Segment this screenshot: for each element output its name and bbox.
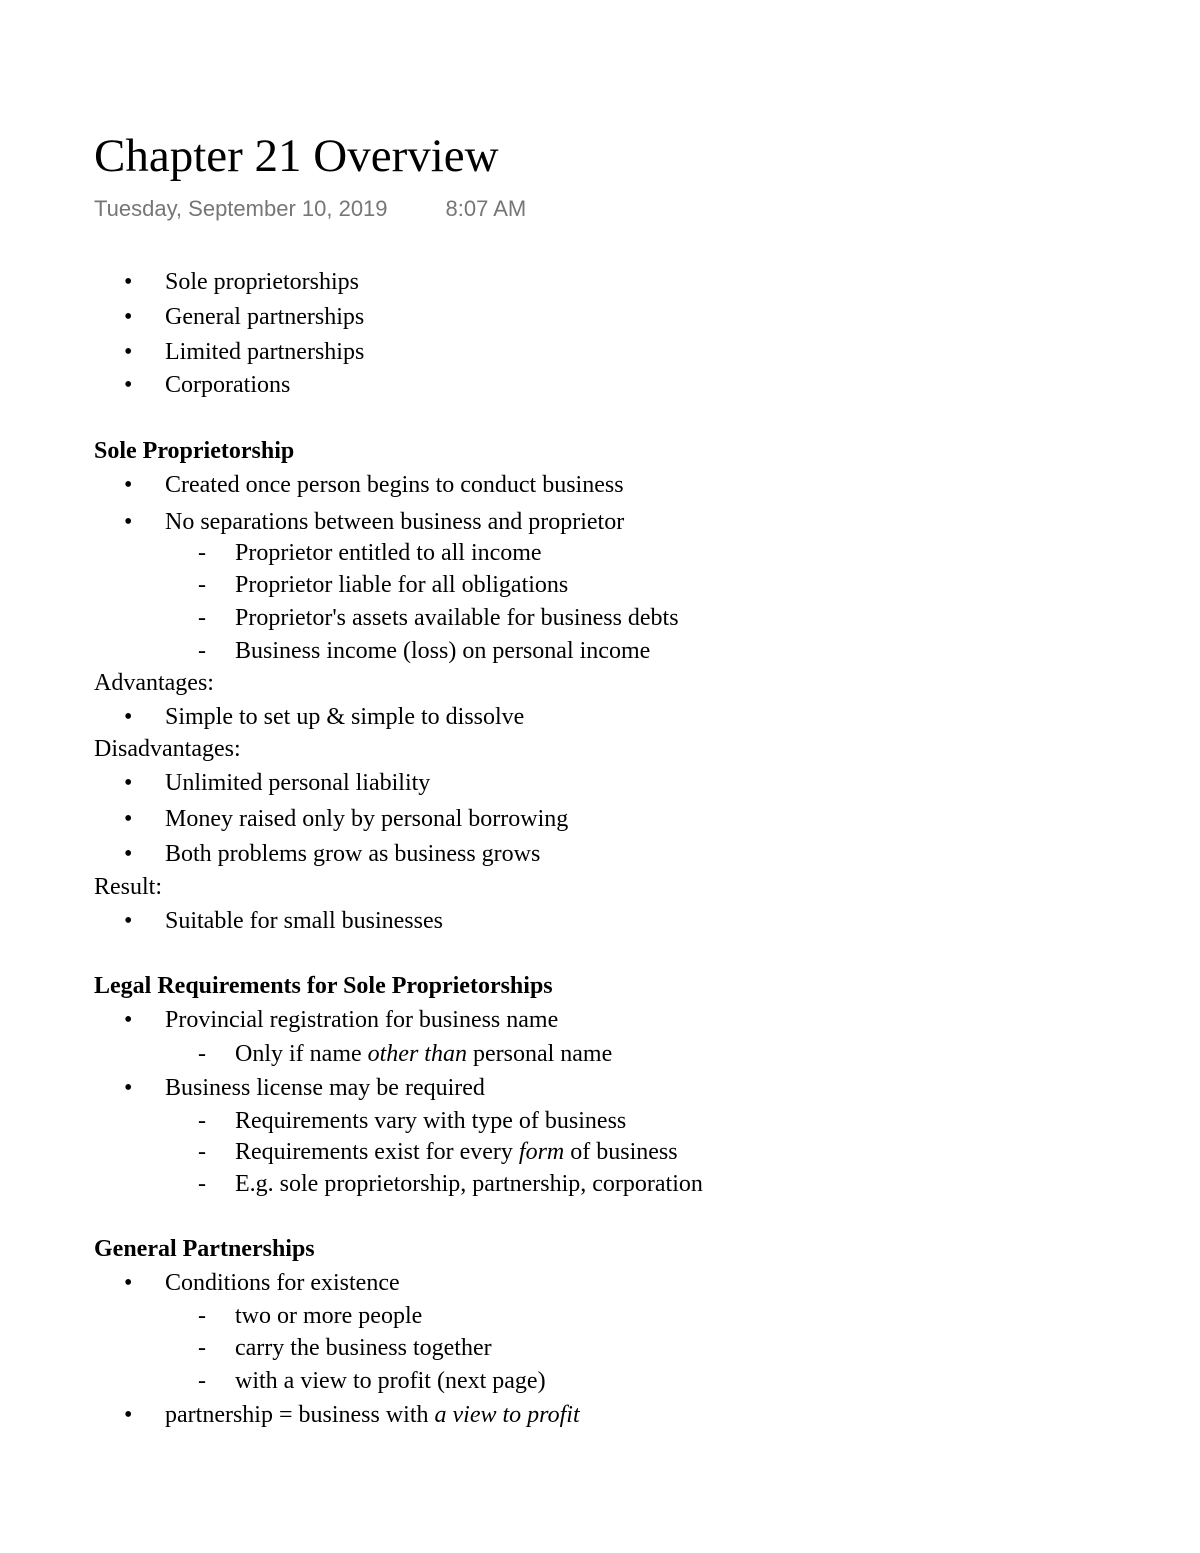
sub-list-item: Proprietor entitled to all income — [235, 540, 542, 566]
list-item: Both problems grow as business grows — [165, 841, 541, 867]
label-disadvantages: Disadvantages: — [94, 736, 241, 762]
label-advantages: Advantages: — [94, 670, 214, 696]
list-item: Created once person begins to conduct business — [165, 472, 624, 498]
sub-list-item: two or more people — [235, 1303, 423, 1329]
note-body — [94, 0, 1154, 1553]
list-item: General partnerships — [165, 304, 365, 330]
bullet-icon: • — [124, 269, 133, 295]
list-item: Conditions for existence — [165, 1270, 400, 1296]
page-title: Chapter 21 Overview — [94, 130, 499, 182]
list-item: Provincial registration for business name — [165, 1007, 559, 1033]
list-item: Unlimited personal liability — [165, 770, 431, 796]
sub-list-item: Proprietor's assets available for business debts — [235, 605, 679, 631]
list-item: Suitable for small businesses — [165, 908, 443, 934]
bullet-icon: • — [124, 339, 133, 365]
emphasis-text: form — [518, 1139, 565, 1165]
dash-icon: - — [198, 1335, 206, 1361]
sub-list-item: Proprietor liable for all obligations — [235, 572, 569, 598]
bullet-icon: • — [124, 1007, 133, 1033]
dash-icon: - — [198, 540, 206, 566]
dash-icon: - — [198, 1041, 206, 1067]
bullet-icon: • — [124, 806, 133, 832]
sub-list-item — [235, 1138, 678, 1166]
text-run: partnership = business with — [165, 1402, 435, 1428]
bullet-icon: • — [124, 1270, 133, 1296]
text-run: of business — [564, 1139, 678, 1165]
dash-icon: - — [198, 1171, 206, 1197]
dash-icon: - — [198, 1303, 206, 1329]
bullet-icon: • — [124, 1402, 133, 1428]
list-item: Money raised only by personal borrowing — [165, 806, 569, 832]
note-time: 8:07 AM — [445, 196, 527, 221]
list-item — [165, 1401, 580, 1429]
sub-list-item: Requirements vary with type of business — [235, 1108, 627, 1134]
list-item: Corporations — [165, 372, 291, 398]
bullet-icon: • — [124, 908, 133, 934]
bullet-icon: • — [124, 304, 133, 330]
text-run: Requirements exist for every — [235, 1139, 519, 1165]
dash-icon: - — [198, 605, 206, 631]
bullet-icon: • — [124, 372, 133, 398]
dash-icon: - — [198, 572, 206, 598]
text-run: Only if name — [235, 1041, 368, 1067]
list-item: Sole proprietorships — [165, 269, 359, 295]
section-heading: General Partnerships — [94, 1236, 315, 1262]
sub-list-item: E.g. sole proprietorship, partnership, corporation — [235, 1171, 703, 1197]
list-item: Limited partnerships — [165, 339, 365, 365]
dash-icon: - — [198, 1368, 206, 1394]
dash-icon: - — [198, 1108, 206, 1134]
bullet-icon: • — [124, 841, 133, 867]
dash-icon: - — [198, 1139, 206, 1165]
list-item: Business license may be required — [165, 1075, 485, 1101]
emphasis-text: other than — [367, 1041, 467, 1067]
sub-list-item: carry the business together — [235, 1335, 492, 1361]
sub-list-item: Business income (loss) on personal income — [235, 638, 651, 664]
list-item: Simple to set up & simple to dissolve — [165, 704, 525, 730]
bullet-icon: • — [124, 770, 133, 796]
sub-list-item: with a view to profit (next page) — [235, 1368, 546, 1394]
section-heading: Legal Requirements for Sole Proprietorships — [94, 973, 553, 999]
list-item: No separations between business and proprietor — [165, 509, 625, 535]
section-heading: Sole Proprietorship — [94, 438, 295, 464]
text-run: personal name — [466, 1041, 613, 1067]
bullet-icon: • — [124, 704, 133, 730]
label-result: Result: — [94, 874, 163, 900]
bullet-icon: • — [124, 509, 133, 535]
sub-list-item — [235, 1040, 612, 1068]
bullet-icon: • — [124, 472, 133, 498]
note-date: Tuesday, September 10, 2019 — [94, 196, 388, 221]
dash-icon: - — [198, 638, 206, 664]
bullet-icon: • — [124, 1075, 133, 1101]
emphasis-text: a view to profit — [434, 1402, 580, 1428]
